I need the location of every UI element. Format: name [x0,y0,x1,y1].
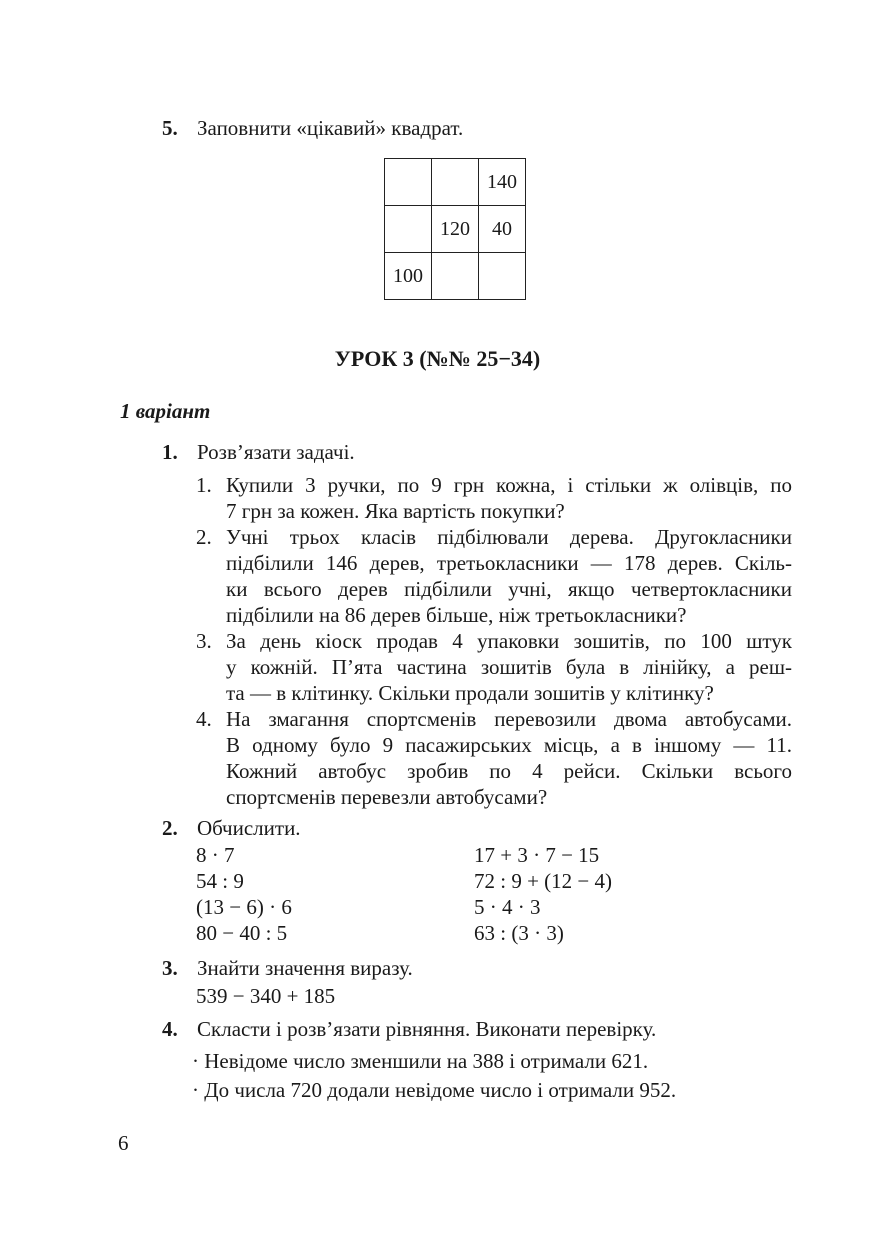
problem-line: підбілили на 86 дерев більше, ніж третьокласники? [226,603,687,627]
expression: 54 : 9 [196,869,244,893]
square-cell [479,253,526,300]
expression: 5 · 4 · 3 [474,895,541,919]
square-cell [432,159,479,206]
task-5-text: Заповнити «цікавий» квадрат. [197,116,464,140]
magic-square [384,158,526,300]
task-3-text: Знайти значення виразу. [197,956,413,980]
task-4-number: 4. [162,1017,178,1041]
problem-number: 1. [196,473,212,497]
expression: 63 : (3 · 3) [474,921,564,945]
problem-number: 3. [196,629,212,653]
lesson-title: УРОК 3 (№№ 25−34) [334,346,541,371]
problem-number: 2. [196,525,212,549]
variant-title: 1 варіант [120,399,211,423]
task-3-header [162,955,413,981]
square-cell: 40 [479,206,526,253]
bullet-item: · До числа 720 додали невідоме число і отримали 952. [192,1078,677,1102]
problem-line: Кожний автобус зробив по 4 рейси. Скільки всього [226,759,792,783]
page-number: 6 [118,1131,129,1155]
task-2-text: Обчислити. [197,816,301,840]
bullet-item: · Невідоме число зменшили на 388 і отримали 621. [192,1049,649,1073]
task-3-number: 3. [162,956,178,980]
expression: (13 − 6) · 6 [196,895,292,919]
problem-line: та — в клітинку. Скільки продали зошитів у клітинку? [226,681,714,705]
task-4-header [162,1016,656,1042]
square-cell [385,159,432,206]
expression: 539 − 340 + 185 [196,984,336,1008]
task-5-number: 5. [162,116,178,140]
problem-line: Купили 3 ручки, по 9 грн кожна, і стільки ж олівців, по [226,473,792,497]
square-cell: 100 [385,253,432,300]
problem-line: В одному було 9 пасажирських місць, а в іншому — 11. [226,733,792,757]
task-1-text: Розв’язати задачі. [197,440,355,464]
expression: 8 · 7 [196,843,235,867]
square-cell: 120 [432,206,479,253]
task-4-text: Скласти і розв’язати рівняння. Виконати перевірку. [197,1017,657,1041]
square-cell [385,206,432,253]
task-1-header [162,439,355,465]
task-2-number: 2. [162,816,178,840]
problem-line: ки всього дерев підбілили учні, якщо четвертокласники [226,577,792,601]
problem-line: 7 грн за кожен. Яка вартість покупки? [226,499,565,523]
problem-number: 4. [196,707,212,731]
task-5 [162,115,463,141]
task-2-header [162,815,301,841]
problem-line: Учні трьох класів підбілювали дерева. Другокласники [226,525,792,549]
problem-line: За день кіоск продав 4 упаковки зошитів, по 100 штук [226,629,792,653]
expression: 17 + 3 · 7 − 15 [474,843,600,867]
problem-line: спортсменів перевезли автобусами? [226,785,548,809]
problem-line: На змагання спортсменів перевозили двома автобусами. [226,707,792,731]
square-cell: 140 [479,159,526,206]
expression: 80 − 40 : 5 [196,921,288,945]
problem-line: у кожній. П’ята частина зошитів була в лінійку, а реш- [226,655,792,679]
task-1-number: 1. [162,440,178,464]
problem-line: підбілили 146 дерев, третьокласники — 178 дерев. Скіль- [226,551,792,575]
expression: 72 : 9 + (12 − 4) [474,869,613,893]
square-cell [432,253,479,300]
